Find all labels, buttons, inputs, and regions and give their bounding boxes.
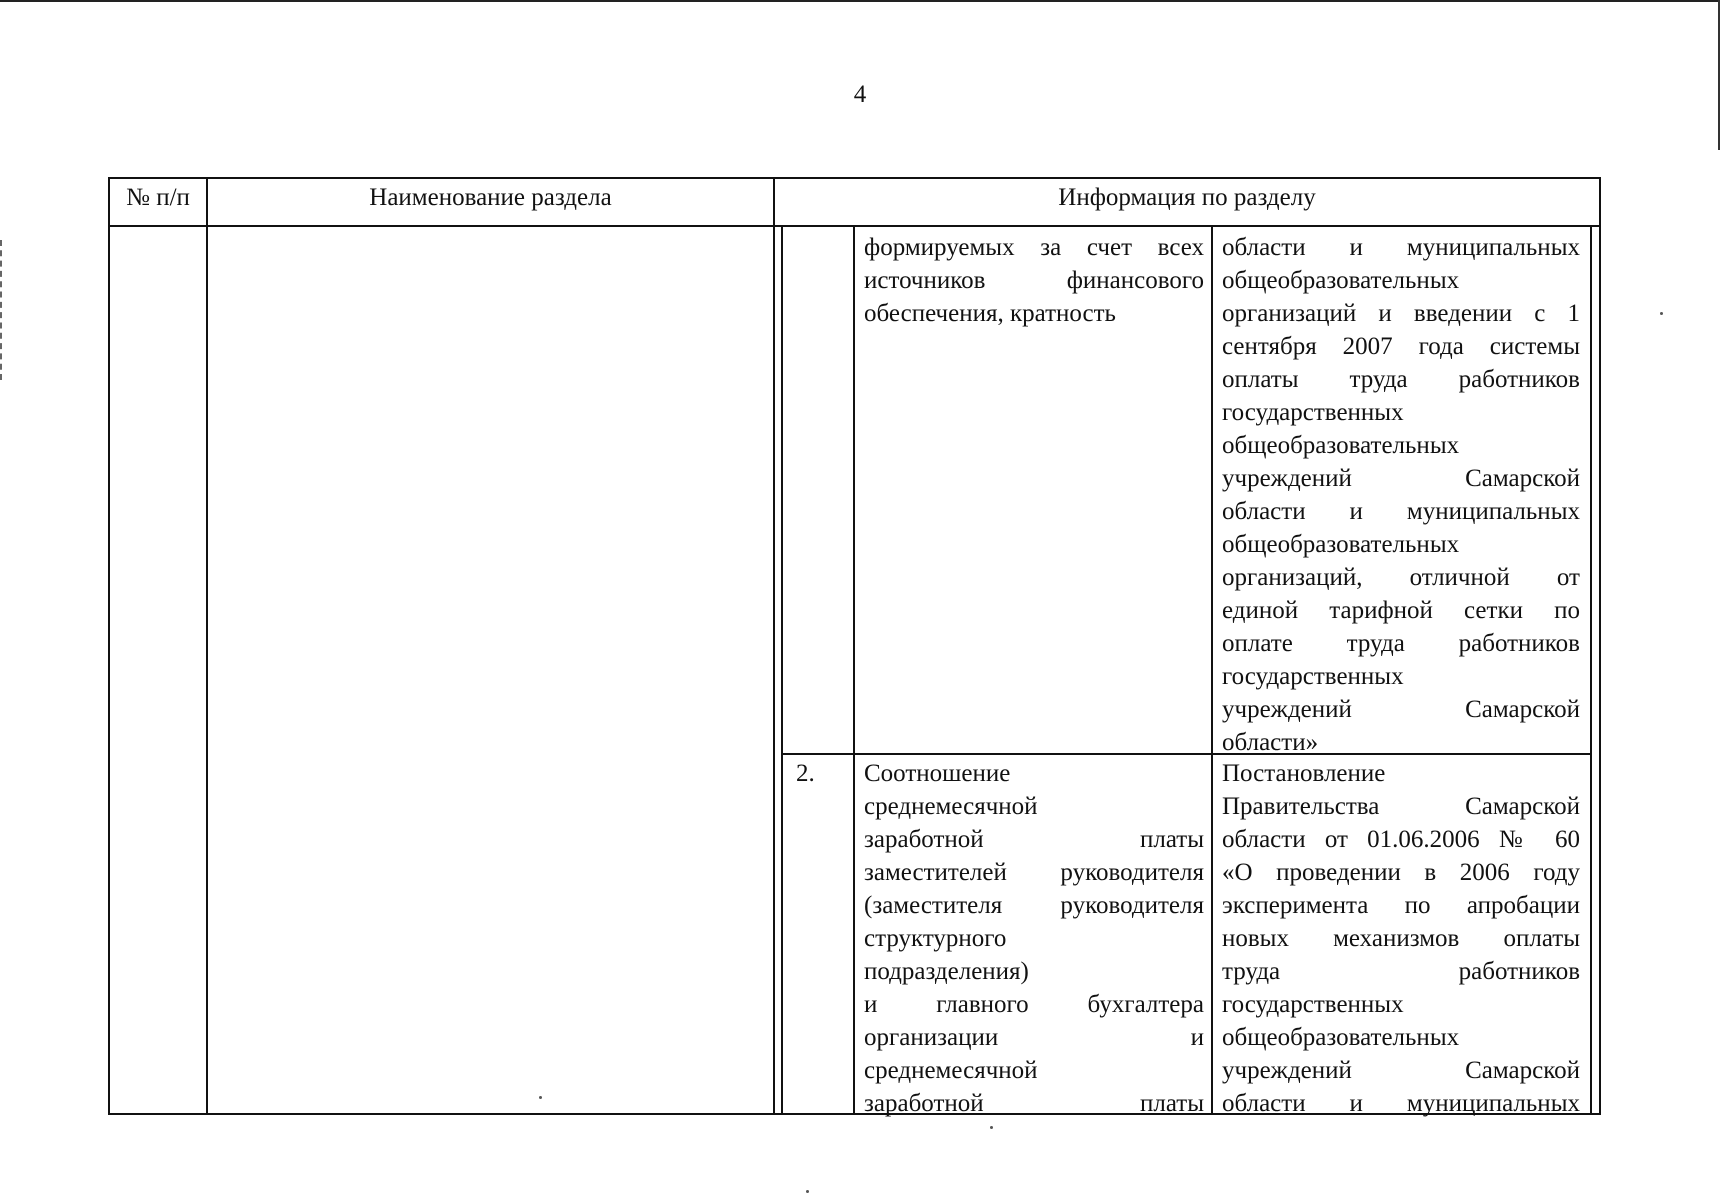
text-line: новых механизмов оплаты xyxy=(1222,925,1580,952)
text-line: заместителей руководителя xyxy=(864,859,1204,886)
text-line: организаций и введении с 1 xyxy=(1222,300,1580,327)
text-line: «О проведении в 2006 году xyxy=(1222,859,1580,886)
text-line: оплаты труда работников xyxy=(1222,366,1580,393)
inner-col-indicator xyxy=(1211,227,1213,1113)
scan-speck xyxy=(806,1190,809,1193)
text-line: учреждений Самарской xyxy=(1222,465,1580,492)
text-line: сентября 2007 года системы xyxy=(1222,333,1580,360)
text-line: (заместителя руководителя xyxy=(864,892,1204,919)
inner-col-num xyxy=(853,227,855,1113)
scan-speck xyxy=(990,1126,993,1129)
scan-speck xyxy=(1660,312,1663,315)
text-line: обеспечения, кратность xyxy=(864,300,1116,327)
text-line: заработной платы xyxy=(864,826,1204,853)
inner-left-border xyxy=(781,227,783,1113)
text-line: организации и xyxy=(864,1024,1204,1051)
row2-indicator-cell xyxy=(864,757,1204,1120)
text-line: общеобразовательных xyxy=(1222,432,1460,459)
inner-right-border xyxy=(1590,227,1592,1113)
text-line: формируемых за счет всех xyxy=(864,234,1204,261)
info-table xyxy=(108,177,1601,1115)
page-number: 4 xyxy=(853,81,867,108)
text-line: единой тарифной сетки по xyxy=(1222,597,1580,624)
text-line: области и муниципальных xyxy=(1222,498,1580,525)
scan-left-edge xyxy=(0,240,4,380)
text-line: организаций, отличной от xyxy=(1222,564,1580,591)
col-divider-name xyxy=(773,179,775,1113)
text-line: общеобразовательных xyxy=(1222,531,1460,558)
text-line: среднемесячной xyxy=(864,793,1038,820)
continued-document-cell xyxy=(1222,231,1580,759)
header-info: Информация по разделу xyxy=(1058,184,1316,211)
text-line: заработной платы xyxy=(864,1090,1204,1117)
text-line: оплате труда работников xyxy=(1222,630,1580,657)
text-line: государственных xyxy=(1222,399,1404,426)
text-line: общеобразовательных xyxy=(1222,1024,1460,1051)
text-line: учреждений Самарской xyxy=(1222,1057,1580,1084)
text-line: учреждений Самарской xyxy=(1222,696,1580,723)
text-line: области» xyxy=(1222,729,1319,756)
text-line: среднемесячной xyxy=(864,1057,1038,1084)
continued-indicator-cell xyxy=(864,231,1204,330)
text-line: структурного xyxy=(864,925,1007,952)
row2-document-cell xyxy=(1222,757,1580,1120)
text-line: Постановление xyxy=(1222,760,1386,787)
text-line: государственных xyxy=(1222,991,1404,1018)
text-line: эксперимента по апробации xyxy=(1222,892,1580,919)
text-line: государственных xyxy=(1222,663,1404,690)
header-name: Наименование раздела xyxy=(369,184,612,211)
scan-speck xyxy=(539,1096,542,1099)
scan-top-edge xyxy=(0,0,1720,2)
text-line: области и муниципальных xyxy=(1222,1090,1580,1117)
row-number: 2. xyxy=(796,760,815,787)
text-line: общеобразовательных xyxy=(1222,267,1460,294)
text-line: Правительства Самарской xyxy=(1222,793,1580,820)
text-line: подразделения) xyxy=(864,958,1029,985)
text-line: области от 01.06.2006 № 60 xyxy=(1222,826,1580,853)
text-line: труда работников xyxy=(1222,958,1580,985)
text-line: Соотношение xyxy=(864,760,1011,787)
col-divider-num xyxy=(206,179,208,1113)
text-line: источников финансового xyxy=(864,267,1204,294)
header-num: № п/п xyxy=(126,184,190,211)
text-line: области и муниципальных xyxy=(1222,234,1580,261)
text-line: и главного бухгалтера xyxy=(864,991,1204,1018)
